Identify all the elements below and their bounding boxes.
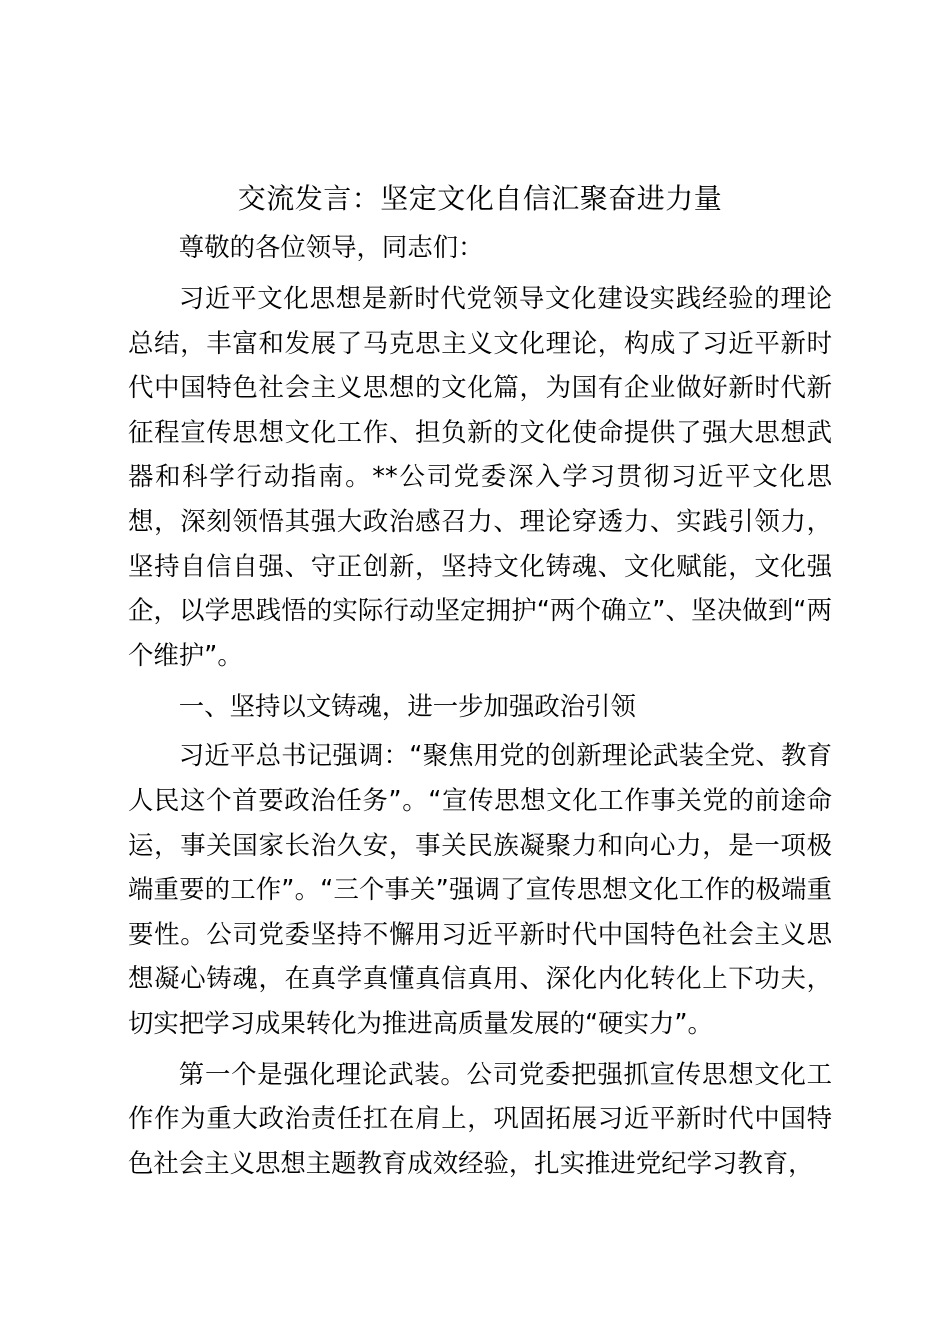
document-title: 交流发言：坚定文化自信汇聚奋进力量 (237, 182, 723, 215)
body-paragraph: 第一个是强化理论武装。公司党委把强抓宣传思想文化工作作为重大政治责任扛在肩上，巩固拓展习近平新时代中国特色社会主义思想主题教育成效经验，扎实推进党纪学习教育， (128, 1058, 832, 1178)
body-paragraph: 习近平总书记强调：“聚焦用党的创新理论武装全党、教育人民这个首要政治任务”。“宣传思想文化工作事关党的前途命运，事关国家长治久安，事关民族凝聚力和向心力，是一项极端重要的工作”。“三个事关”强调了宣传思想文化工作的极端重要性。公司党委坚持不懈用习近平新时代中国特色社会主义思想凝心铸魂，在真学真懂真信真用、深化内化转化上下功夫，切实把学习成果转化为推进高质量发展的“硬实力”。 (128, 740, 832, 1038)
salutation: 尊敬的各位领导，同志们： (178, 232, 484, 262)
intro-paragraph: 习近平文化思想是新时代党领导文化建设实践经验的理论总结，丰富和发展了马克思主义文化理论，构成了习近平新时代中国特色社会主义思想的文化篇，为国有企业做好新时代新征程宣传思想文化工作、担负新的文化使命提供了强大思想武器和科学行动指南。**公司党委深入学习贯彻习近平文化思想，深刻领悟其强大政治感召力、理论穿透力、实践引领力，坚持自信自强、守正创新，坚持文化铸魂、文化赋能，文化强企，以学思践悟的实际行动坚定拥护“两个确立”、坚决做到“两个维护”。 (128, 283, 832, 670)
section-heading: 一、坚持以文铸魂，进一步加强政治引领 (178, 691, 636, 722)
document-page (128, 176, 832, 1185)
